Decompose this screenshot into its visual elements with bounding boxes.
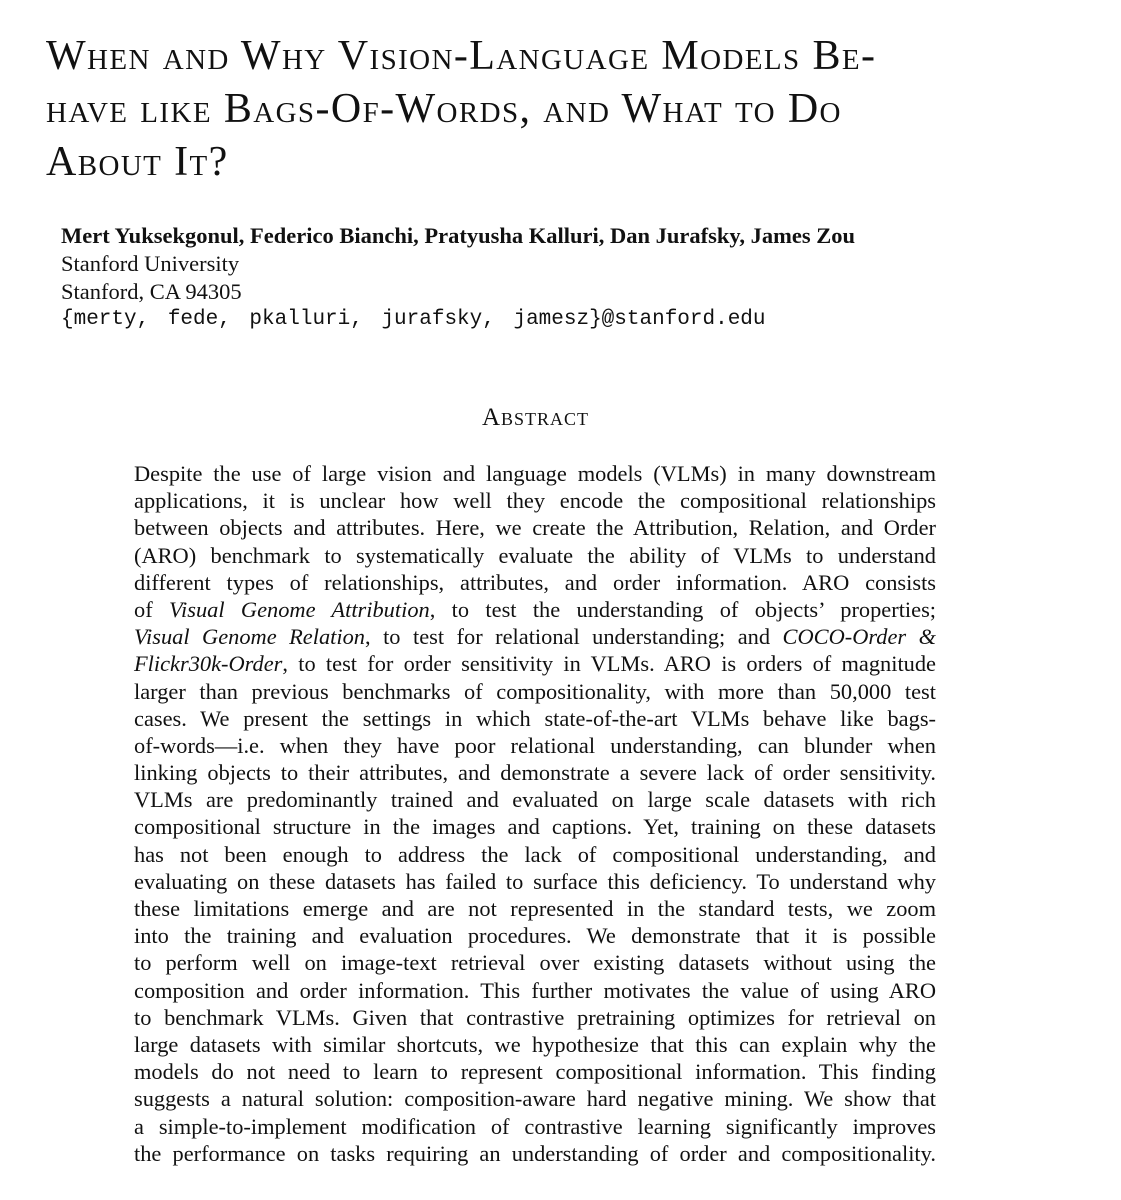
abstract-line: suggests a natural solution: composition-aware hard negative mining. We show that xyxy=(134,1086,936,1112)
abstract-line: evaluating on these datasets has failed to surface this deficiency. To understand why xyxy=(134,868,936,894)
abstract-line: of-words—i.e. when they have poor relational understanding, can blunder when xyxy=(134,732,936,758)
abstract-line: linking objects to their attributes, and demonstrate a severe lack of order sensitivity. xyxy=(134,760,936,786)
abstract-line: Despite the use of large vision and language models (VLMs) in many downstream xyxy=(134,461,936,486)
abstract-line: of Visual Genome Attribution, to test the understanding of objects’ properties; xyxy=(134,596,937,622)
abstract-line: into the training and evaluation procedures. We demonstrate that it is possible xyxy=(134,923,936,949)
abstract-line: (ARO) benchmark to systematically evaluate the ability of VLMs to understand xyxy=(134,542,936,568)
abstract-line: applications, it is unclear how well they encode the compositional relationships xyxy=(134,488,936,514)
abstract-line: to benchmark VLMs. Given that contrastive pretraining optimizes for retrieval on xyxy=(134,1004,936,1030)
abstract-line: composition and order information. This further motivates the value of using ARO xyxy=(134,977,936,1003)
author-block xyxy=(61,222,1061,334)
abstract-line: VLMs are predominantly trained and evaluated on large scale datasets with rich xyxy=(134,787,936,813)
author-emails: {merty, fede, pkalluri, jurafsky, jamesz}@stanford.edu xyxy=(61,308,766,331)
author-names: Mert Yuksekgonul, Federico Bianchi, Pratyusha Kalluri, Dan Jurafsky, James Zou xyxy=(61,223,856,248)
abstract-line: the performance on tasks requiring an understanding of order and compositionality. xyxy=(134,1140,936,1166)
abstract-line: to perform well on image-text retrieval over existing datasets without using the xyxy=(134,950,936,976)
abstract-line: Flickr30k-Order, to test for order sensitivity in VLMs. ARO is orders of magnitude xyxy=(134,651,936,677)
paper-title xyxy=(46,30,1086,189)
abstract-line: has not been enough to address the lack of compositional understanding, and xyxy=(134,841,936,867)
abstract-line: models do not need to learn to represent compositional information. This finding xyxy=(134,1059,936,1085)
abstract-line: these limitations emerge and are not represented in the standard tests, we zoom xyxy=(134,896,936,921)
affiliation: Stanford University xyxy=(61,251,240,276)
title-line: When and Why Vision-Language Models Be- xyxy=(46,33,877,79)
abstract-heading: Abstract xyxy=(481,404,590,431)
title-line: have like Bags-Of-Words, and What to Do xyxy=(46,86,842,132)
address: Stanford, CA 94305 xyxy=(61,279,242,304)
abstract-line: larger than previous benchmarks of compositionality, with more than 50,000 test xyxy=(134,678,936,704)
title-line: About It? xyxy=(46,139,229,185)
abstract-line: a simple-to-implement modification of contrastive learning significantly improves xyxy=(134,1113,936,1139)
abstract-line: compositional structure in the images and captions. Yet, training on these datasets xyxy=(134,814,936,840)
abstract-body xyxy=(134,460,936,1167)
abstract-line: large datasets with similar shortcuts, we hypothesize that this can explain why the xyxy=(134,1031,936,1057)
abstract-line: cases. We present the settings in which state-of-the-art VLMs behave like bags- xyxy=(134,705,936,731)
abstract-line: between objects and attributes. Here, we create the Attribution, Relation, and Order xyxy=(134,515,936,541)
abstract-line: different types of relationships, attributes, and order information. ARO consists xyxy=(134,569,936,595)
abstract-line: Visual Genome Relation, to test for relational understanding; and COCO-Order & xyxy=(134,624,936,650)
